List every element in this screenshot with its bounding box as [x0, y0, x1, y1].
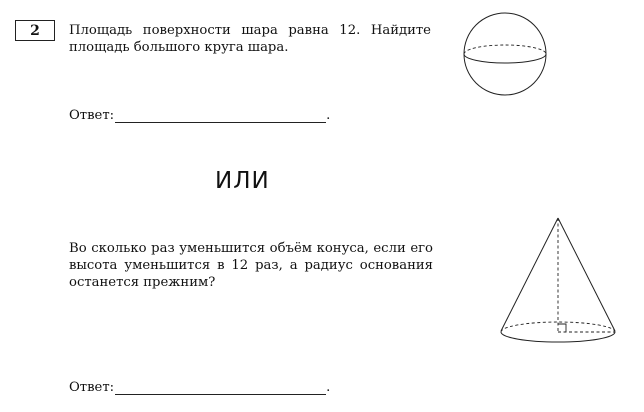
task-number-box	[15, 20, 55, 41]
sphere-equator-back	[464, 45, 546, 54]
answer-2	[69, 380, 330, 395]
cone-figure	[495, 212, 625, 352]
answer-1-period: .	[326, 108, 331, 123]
answer-2-line[interactable]	[115, 380, 326, 395]
answer-2-period: .	[326, 380, 331, 395]
cone-left-edge	[501, 218, 558, 331]
answer-1	[69, 108, 330, 123]
cone-right-angle-mark	[558, 324, 566, 332]
sphere-equator-front	[464, 54, 546, 63]
cone-base-front	[501, 332, 615, 342]
answer-1-label: Ответ:	[69, 108, 115, 123]
sphere-outline	[464, 13, 546, 95]
answer-1-line[interactable]	[115, 108, 326, 123]
cone-right-edge	[558, 218, 615, 331]
sphere-figure	[460, 2, 550, 102]
problem-2-text: Во сколько раз уменьшится объём конуса, если его высота уменьшится в 12 раз, а радиус основания останется прежним?	[69, 241, 433, 290]
answer-2-label: Ответ:	[69, 380, 115, 395]
problem-1-text: Площадь поверхности шара равна 12. Найдите площадь большого круга шара.	[69, 23, 431, 55]
or-separator: ИЛИ	[215, 168, 270, 194]
task-number: 2	[30, 22, 40, 39]
